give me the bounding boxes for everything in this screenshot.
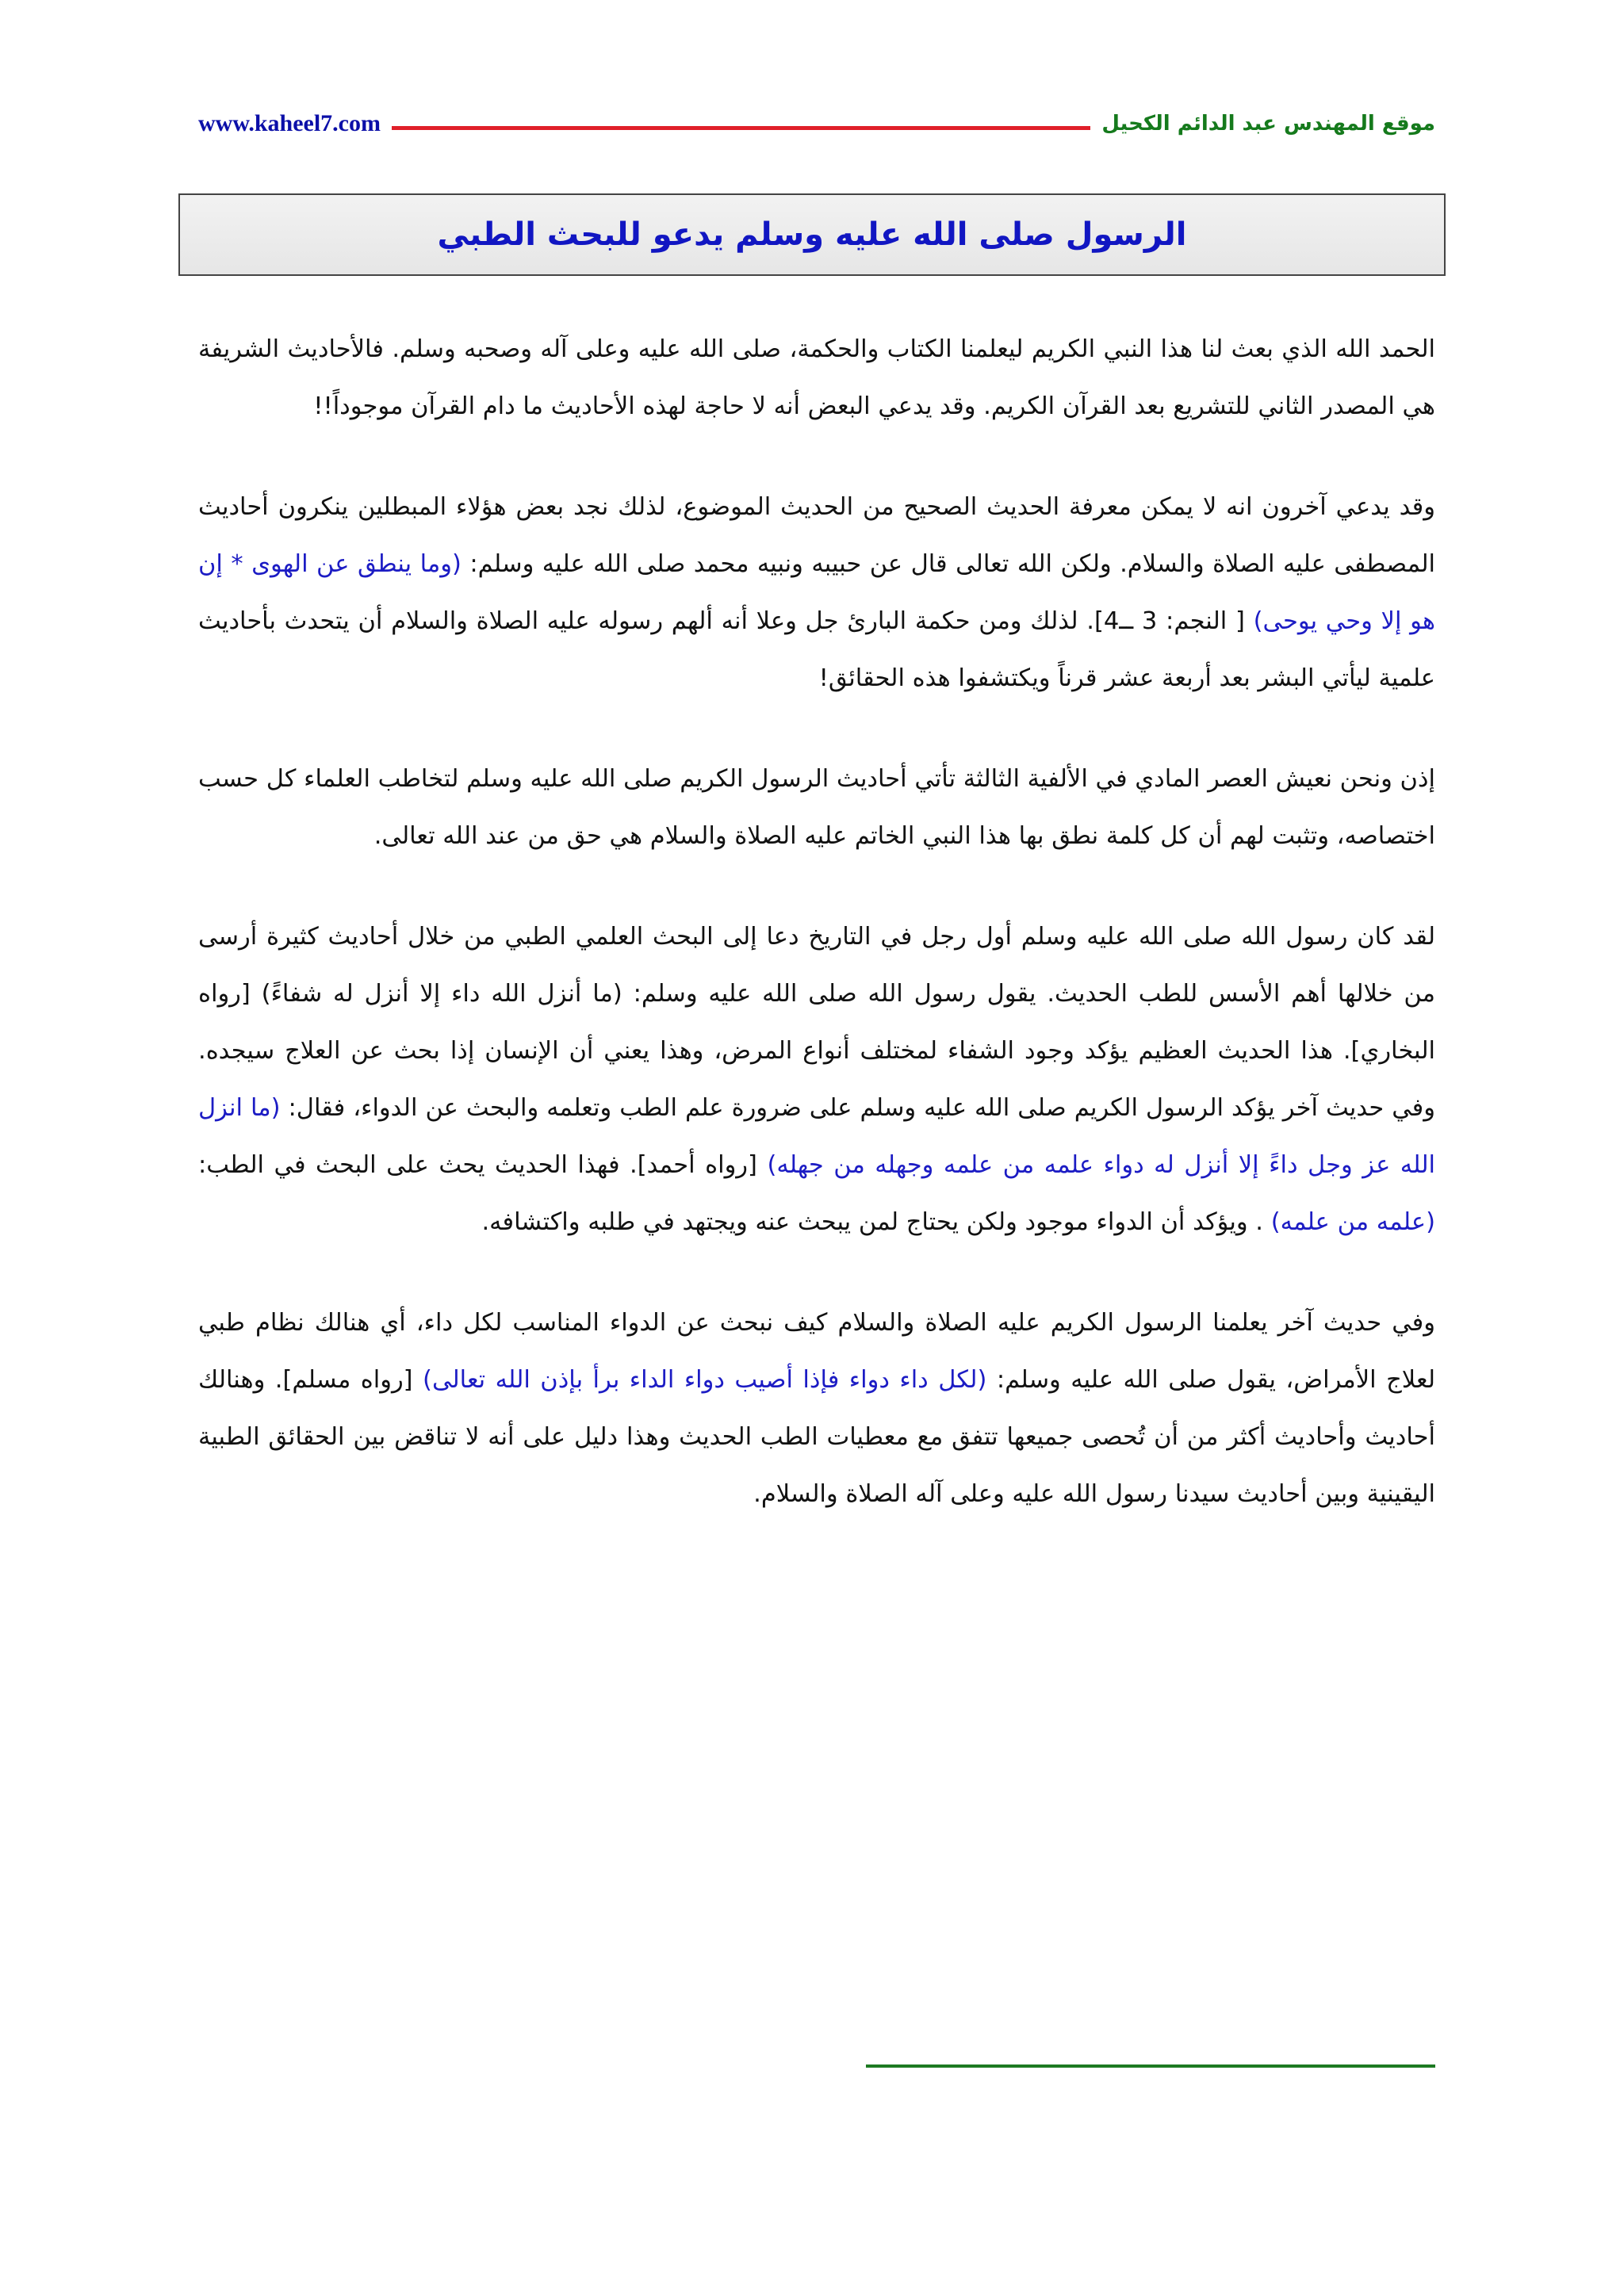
paragraph-4-text-3: . ويؤكد أن الدواء موجود ولكن يحتاج لمن يبحث عنه ويجتهد في طلبه واكتشافه. xyxy=(481,1208,1263,1236)
paragraph-5-text-1: وفي حديث آخر يعلمنا الرسول الكريم عليه الصلاة والسلام كيف نبحث عن الدواء المناسب لكل داء، أي هنالك نظام طبي لعلاج الأمراض، يقول صلى الله عليه وسلم: xyxy=(198,1309,1435,1394)
hadith-quote-3: (لكل داء دواء فإذا أصيب دواء الداء برأ بإذن الله تعالى) xyxy=(423,1366,987,1394)
page-title: الرسول صلى الله عليه وسلم يدعو للبحث الطبي xyxy=(437,216,1187,253)
article-body xyxy=(198,321,1435,1567)
title-box xyxy=(178,193,1446,276)
header-divider xyxy=(392,126,1090,130)
site-name: موقع المهندس عبد الدائم الكحيل xyxy=(1101,112,1435,136)
paragraph-5 xyxy=(198,1295,1435,1523)
paragraph-4-text-1: لقد كان رسول الله صلى الله عليه وسلم أول رجل في التاريخ دعا إلى البحث العلمي الطبي من خلال أحاديث كثيرة أرسى من خلالها أهم الأسس للطب الحديث. يقول رسول الله صلى الله عليه وسلم: (ما أنزل الله داء إلا أنزل له شفاءً) [رواه البخاري]. هذا الحديث العظيم يؤكد وجود الشفاء لمختلف أنواع المرض، وهذا يعني أن الإنسان إذا بحث عن العلاج سيجده. وفي حديث آخر يؤكد الرسول الكريم صلى الله عليه وسلم على ضرورة علم الطب وتعلمه والبحث عن الدواء، فقال: xyxy=(198,923,1435,1122)
footer-divider xyxy=(866,2064,1435,2068)
hadith-quote-2: (علمه من علمه) xyxy=(1270,1208,1435,1236)
site-url-link[interactable]: www.kaheel7.com xyxy=(198,110,381,136)
quran-verse-quote: (وما ينطق عن الهوى * إن هو إلا وحي يوحى) xyxy=(198,550,1435,635)
paragraph-2-text-2: [ النجم: 3 ــ4]. لذلك ومن حكمة البارئ جل وعلا أنه ألهم رسوله عليه الصلاة والسلام أن يتحدث بأحاديث علمية ليأتي البشر بعد أربعة عشر قرناً ويكتشفوا هذه الحقائق! xyxy=(198,607,1435,692)
page-header xyxy=(198,101,1435,146)
paragraph-1: الحمد الله الذي بعث لنا هذا النبي الكريم ليعلمنا الكتاب والحكمة، صلى الله عليه وعلى آله وصحبه وسلم. فالأحاديث الشريفة هي المصدر الثاني للتشريع بعد القرآن الكريم. وقد يدعي البعض أنه لا حاجة لهذه الأحاديث ما دام القرآن موجوداً!! xyxy=(198,335,1435,420)
paragraph-3: إذن ونحن نعيش العصر المادي في الألفية الثالثة تأتي أحاديث الرسول الكريم صلى الله عليه وسلم لتخاطب العلماء كل حسب اختصاصه، وتثبت لهم أن كل كلمة نطق بها هذا النبي الخاتم عليه الصلاة والسلام هي حق من عند الله تعالى. xyxy=(198,765,1435,850)
paragraph-2-text-1: وقد يدعي آخرون انه لا يمكن معرفة الحديث الصحيح من الحديث الموضوع، لذلك نجد بعض هؤلاء المبطلين ينكرون أحاديث المصطفى عليه الصلاة والسلام. ولكن الله تعالى قال عن حبيبه ونبيه محمد صلى الله عليه وسلم: xyxy=(198,493,1436,578)
hadith-quote-1: (ما انزل الله عز وجل داءً إلا أنزل له دواء علمه من علمه وجهله من جهله) xyxy=(198,1094,1435,1179)
paragraph-2 xyxy=(198,479,1435,707)
paragraph-5-text-2: [رواه مسلم]. وهنالك أحاديث وأحاديث أكثر من أن تُحصى جميعها تتفق مع معطيات الطب الحديث وهذا دليل على أنه لا تناقض بين الحقائق الطبية اليقينية وبين أحاديث سيدنا رسول الله عليه وعلى آله الصلاة والسلام. xyxy=(198,1366,1435,1508)
paragraph-4 xyxy=(198,909,1435,1251)
paragraph-4-text-2: [رواه أحمد]. فهذا الحديث يحث على البحث في الطب: xyxy=(198,1151,757,1179)
